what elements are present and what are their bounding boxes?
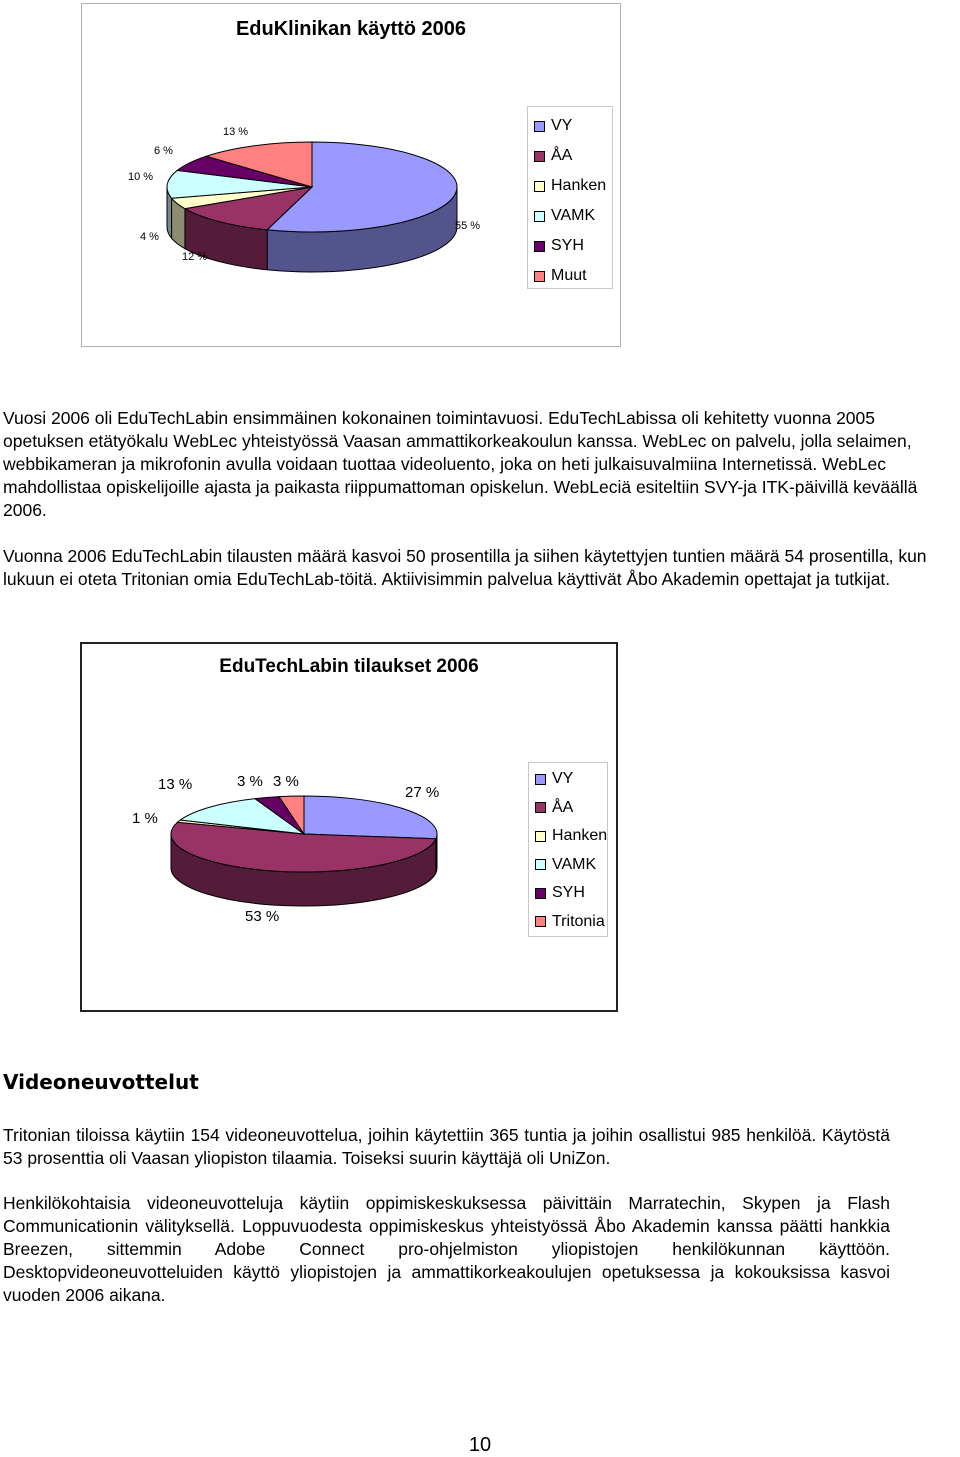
pie-slice-vy <box>304 796 437 839</box>
paragraph-videoconf-personal: Henkilökohtaisia videoneuvotteluja käytiin oppimiskeskuksessa päivittäin Marratechin, Skypen ja Flash Communicationin välityksellä. Loppuvuodesta oppimiskeskus yhteistyössä Åbo Akademin kanssa päätti hankkia Breezen, sittemmin Adobe Connect pro-ohjelmiston yliopistojen henkilökunnan käyttöön. Desktopvideoneuvotteluiden käyttö yliopistojen ja ammattikorkeakoulujen opetuksessa ja kokouksissa kasvoi vuoden 2006 aikana. <box>3 1193 890 1305</box>
legend-swatch <box>535 916 546 927</box>
legend-swatch <box>535 802 546 813</box>
paragraph-videoconf-stats: Tritonian tiloissa käytiin 154 videoneuvottelua, joihin käytettiin 365 tuntia ja joihin osallistui 985 henkilöä. Käytöstä 53 prosenttia oli Vaasan yliopiston tilaamia. Toiseksi suurin käyttäjä oli UniZon. <box>3 1125 890 1168</box>
legend-swatch <box>534 121 545 132</box>
data-label-tritonia: 3 % <box>273 773 299 790</box>
legend-item-vamk <box>535 854 596 876</box>
data-label-vamk: 10 % <box>128 171 154 183</box>
chart-title: EduKlinikan käyttö 2006 <box>235 18 467 40</box>
data-label-syh: 6 % <box>154 145 173 157</box>
legend-item-syh <box>535 882 585 904</box>
legend-label: Tritonia <box>552 912 605 930</box>
legend-swatch <box>535 859 546 870</box>
data-label-syh: 3 % <box>237 773 263 790</box>
legend-swatch <box>534 271 545 282</box>
section-heading: Videoneuvottelut <box>3 1070 199 1094</box>
legend-item-vamk <box>534 205 595 227</box>
legend-label: Muut <box>551 267 587 284</box>
legend-label: SYH <box>552 884 585 901</box>
data-label-muut: 13 % <box>223 126 249 138</box>
legend-label: Hanken <box>551 177 607 194</box>
legend-label: SYH <box>551 237 584 254</box>
data-label-åa: 53 % <box>245 908 280 925</box>
legend-label: ÅA <box>552 798 574 816</box>
legend-item-tritonia <box>535 911 605 933</box>
data-label-hanken: 4 % <box>140 231 159 243</box>
chart-title: EduTechLabin tilaukset 2006 <box>219 656 479 677</box>
data-label-hanken: 1 % <box>132 810 158 827</box>
legend-swatch <box>535 888 546 899</box>
data-label-åa: 12 % <box>182 251 208 263</box>
legend-swatch <box>535 831 546 842</box>
paragraph-weblec: Vuosi 2006 oli EduTechLabin ensimmäinen kokonainen toimintavuosi. EduTechLabissa oli kehitetty vuonna 2005 opetuksen etätyökalu WebLec yhteistyössä Vaasan ammattikorkeakoulun kanssa. WebLec on palvelu, jolla selaimen, webbikameran ja mikrofonin avulla voidaan tuottaa videoluento, joka on heti julkaisuvalmiina Internetissä. WebLec mahdollistaa opiskelijoille ajasta ja paikasta riippumattoman opiskelun. WebLeciä esiteltiin SVY-ja ITK-päivillä keväällä 2006. <box>3 408 918 520</box>
chart-legend <box>527 106 613 289</box>
chart-eduklinikka <box>81 3 621 347</box>
legend-item-vy <box>534 115 572 137</box>
legend-item-muut <box>534 265 587 287</box>
legend-item-åa <box>535 797 573 819</box>
legend-swatch <box>534 211 545 222</box>
page-number: 10 <box>468 1434 492 1456</box>
legend-label: VY <box>552 770 574 787</box>
legend-label: VAMK <box>551 207 596 224</box>
legend-item-hanken <box>535 825 607 847</box>
legend-label: VAMK <box>552 855 597 873</box>
legend-swatch <box>534 181 545 192</box>
legend-swatch <box>535 774 546 785</box>
legend-item-hanken <box>534 175 606 197</box>
legend-label: ÅA <box>551 147 573 164</box>
legend-label: VY <box>551 117 573 134</box>
paragraph-orders: Vuonna 2006 EduTechLabin tilausten määrä kasvoi 50 prosentilla ja siihen käytettyjen tuntien määrä 54 prosentilla, kun lukuun ei oteta Tritonian omia EduTechLab-töitä. Aktiivisimmin palvelua käyttivät Åbo Akademin opettajat ja tutkijat. <box>3 546 927 589</box>
legend-item-vy <box>535 768 573 790</box>
data-label-vy: 55 % <box>455 220 481 232</box>
chart-edutechlab-orders <box>80 642 618 1012</box>
legend-label: Hanken <box>552 827 608 844</box>
legend-item-syh <box>534 235 584 257</box>
chart-legend <box>528 762 608 937</box>
data-label-vamk: 13 % <box>158 776 193 793</box>
legend-swatch <box>534 241 545 252</box>
data-label-vy: 27 % <box>405 784 440 801</box>
legend-item-åa <box>534 145 572 167</box>
legend-swatch <box>534 151 545 162</box>
